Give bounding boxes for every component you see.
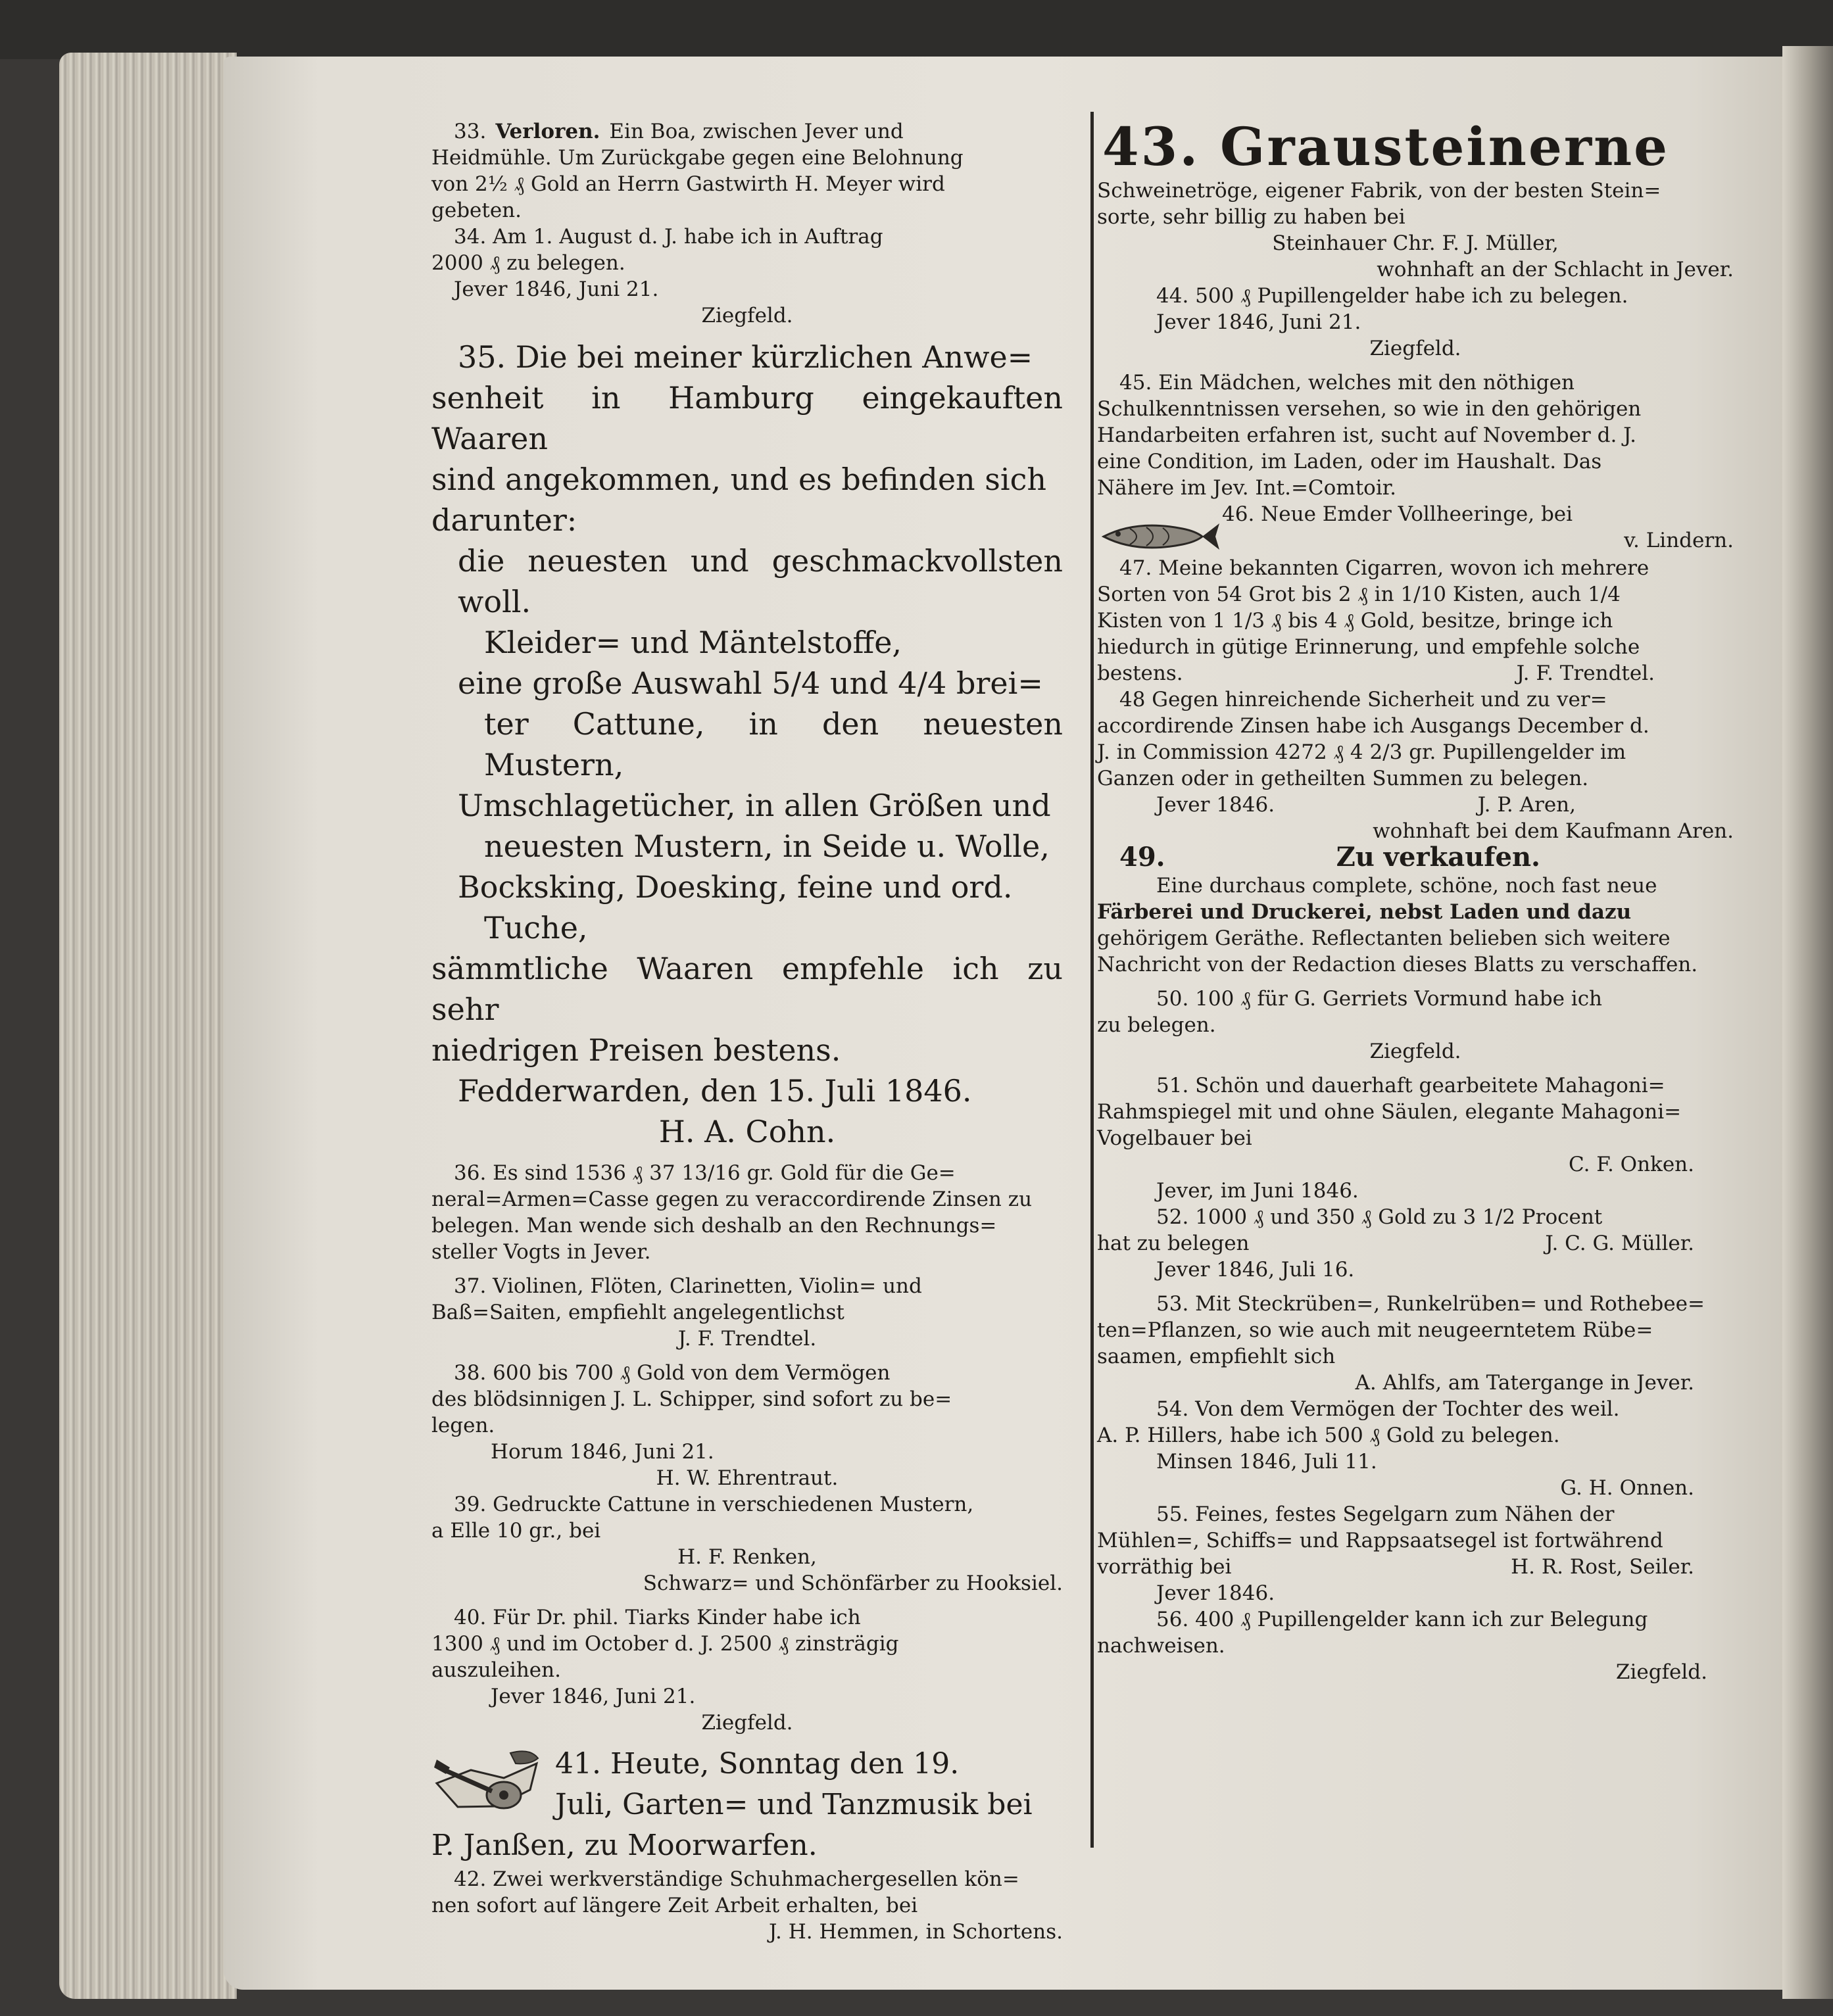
signature: Ziegfeld. [1615, 1660, 1707, 1684]
ad-text: nen sofort auf längere Zeit Arbeit erhalten, bei [431, 1894, 918, 1917]
ad-headline: 43. Grausteinerne [1102, 116, 1670, 178]
ad-text: des blödsinnigen J. L. Schipper, sind sofort zu be= [431, 1387, 952, 1411]
ad-text: hat zu belegen [1097, 1232, 1250, 1255]
place-date: Jever, im Juni 1846. [1156, 1179, 1359, 1203]
signature-subtitle: Schwarz= und Schönfärber zu Hooksiel. [643, 1572, 1063, 1595]
signature: H. A. Cohn. [658, 1114, 836, 1149]
place-date: Horum 1846, Juni 21. [491, 1440, 714, 1464]
signature: Ziegfeld. [701, 1711, 793, 1735]
ad-text: Ganzen oder in getheilten Summen zu belegen. [1097, 767, 1589, 790]
ad-text: 48 Gegen hinreichende Sicherheit und zu ver= [1119, 688, 1607, 711]
ad-42 [431, 1866, 1063, 1945]
ad-text: Färberei und Druckerei, nebst Laden und dazu [1097, 900, 1632, 924]
signature-subtitle: wohnhaft an der Schlacht in Jever. [1377, 258, 1734, 281]
ad-text: 40. Für Dr. phil. Tiarks Kinder habe ich [454, 1606, 861, 1629]
ad-text: sind angekommen, und es befinden sich [431, 462, 1047, 497]
ad-52 [1097, 1204, 1734, 1283]
ad-54 [1097, 1396, 1734, 1501]
ad-34 [431, 224, 1063, 329]
signature: Ziegfeld. [1369, 337, 1461, 360]
ad-text: 39. Gedruckte Cattune in verschiedenen Mustern, [454, 1493, 974, 1516]
ad-text: 54. Von dem Vermögen der Tochter des weil. [1156, 1397, 1620, 1421]
ad-text: gebeten. [431, 199, 522, 222]
ad-text: niedrigen Preisen bestens. [431, 1032, 841, 1068]
signature: J. C. G. Müller. [1545, 1232, 1694, 1255]
ad-text: 56. 400 ₰ Pupillengelder kann ich zur Belegung [1156, 1608, 1648, 1631]
ad-41 [431, 1744, 1063, 1866]
ad-text: Nachricht von der Redaction dieses Blatts zu verschaffen. [1097, 953, 1698, 976]
guitar-icon [431, 1744, 543, 1823]
ad-text: darunter: [431, 502, 577, 538]
ad-text: Ein Boa, zwischen Jever und [609, 120, 904, 143]
ad-46 [1097, 501, 1734, 554]
ad-text: ten=Pflanzen, so wie auch mit neugeerntetem Rübe= [1097, 1318, 1653, 1342]
fish-icon [1097, 518, 1222, 555]
ad-text: 51. Schön und dauerhaft gearbeitete Mahagoni= [1156, 1074, 1665, 1097]
ad-text: Schweinetröge, eigener Fabrik, von der besten Stein= [1097, 179, 1661, 203]
ad-text: 34. Am 1. August d. J. habe ich in Auftrag [454, 225, 883, 249]
signature: v. Lindern. [1624, 529, 1734, 552]
ad-text: steller Vogts in Jever. [431, 1240, 651, 1264]
ad-heading: Verloren. [495, 120, 600, 143]
place-date: Jever 1846. [1156, 793, 1275, 817]
book-cover-edge [0, 0, 1833, 59]
ad-text: Nähere im Jev. Int.=Comtoir. [1097, 476, 1396, 500]
ad-text: Eine durchaus complete, schöne, noch fast neue [1156, 874, 1657, 898]
right-column [1097, 118, 1734, 1685]
ad-text: eine große Auswahl 5/4 und 4/4 brei= [458, 665, 1043, 701]
ad-text: 53. Mit Steckrüben=, Runkelrüben= und Rothebee= [1156, 1292, 1705, 1316]
ad-text: 42. Zwei werkverständige Schuhmachergesellen kön= [454, 1867, 1019, 1891]
ad-text: neral=Armen=Casse gegen zu veraccordirende Zinsen zu [431, 1188, 1033, 1211]
ad-text: A. P. Hillers, habe ich 500 ₰ Gold zu belegen. [1097, 1424, 1560, 1447]
signature: Steinhauer Chr. F. J. Müller, [1272, 231, 1559, 255]
ad-text: Sorten von 54 Grot bis 2 ₰ in 1/10 Kisten, auch 1/4 [1097, 583, 1621, 606]
ad-text: Schulkenntnissen versehen, so wie in den gehörigen [1097, 397, 1642, 421]
page-stack-edge [59, 53, 237, 1999]
ad-text: 45. Ein Mädchen, welches mit den nöthigen [1119, 371, 1575, 395]
ad-text: 37. Violinen, Flöten, Clarinetten, Violin= und [454, 1274, 922, 1298]
ad-text: P. Janßen, zu Moorwarfen. [431, 1829, 818, 1862]
ad-text: 46. Neue Emder Vollheeringe, bei [1222, 502, 1573, 526]
ad-56 [1097, 1606, 1734, 1685]
signature: Ziegfeld. [701, 304, 793, 327]
ad-text: ter Cattune, in den neuesten Mustern, [484, 706, 1063, 782]
ad-50 [1097, 986, 1734, 1065]
ad-text: 50. 100 ₰ für G. Gerriets Vormund habe ich [1156, 987, 1603, 1011]
left-column [431, 118, 1063, 1945]
ad-47 [1097, 555, 1734, 686]
signature: A. Ahlfs, am Tatergange in Jever. [1355, 1371, 1694, 1395]
ad-text: die neuesten und geschmackvollsten woll. [458, 543, 1063, 619]
ad-text: Rahmspiegel mit und ohne Säulen, elegante Mahagoni= [1097, 1100, 1682, 1124]
ad-text: 1300 ₰ und im October d. J. 2500 ₰ zinsträgig [431, 1632, 899, 1656]
ad-text: 35. Die bei meiner kürzlichen Anwe= [458, 339, 1033, 375]
ad-text: belegen. Man wende sich deshalb an den Rechnungs= [431, 1214, 997, 1237]
signature: H. F. Renken, [677, 1545, 817, 1569]
ad-40 [431, 1604, 1063, 1736]
signature: J. P. Aren, [1477, 793, 1576, 817]
place-date: Minsen 1846, Juli 11. [1156, 1450, 1377, 1474]
ad-text: 41. Heute, Sonntag den 19. [555, 1747, 960, 1781]
ad-text: 52. 1000 ₰ und 350 ₰ Gold zu 3 1/2 Procent [1156, 1205, 1603, 1229]
signature: H. R. Rost, Seiler. [1511, 1555, 1694, 1579]
ad-text: senheit in Hamburg eingekauften Waaren [431, 380, 1063, 456]
column-rule [1090, 112, 1094, 1848]
ad-text: bestens. [1097, 661, 1183, 685]
ad-text: Tuche, [484, 910, 588, 946]
ad-heading: Zu verkaufen. [1336, 842, 1540, 873]
ad-text: eine Condition, im Laden, oder im Haushalt. Das [1097, 450, 1602, 473]
ad-text: von 2½ ₰ Gold an Herrn Gastwirth H. Meyer wird [431, 172, 945, 196]
ad-44 [1097, 283, 1734, 362]
place-date: Fedderwarden, den 15. Juli 1846. [458, 1073, 972, 1109]
ad-text: Juli, Garten= und Tanzmusik bei [555, 1788, 1033, 1821]
ad-text: J. in Commission 4272 ₰ 4 2/3 gr. Pupillengelder im [1097, 740, 1626, 764]
ad-48 [1097, 686, 1734, 844]
ad-37 [431, 1273, 1063, 1352]
ad-text: Kisten von 1 1/3 ₰ bis 4 ₰ Gold, besitze, bringe ich [1097, 609, 1613, 633]
ad-text: neuesten Mustern, in Seide u. Wolle, [484, 828, 1050, 864]
signature: C. F. Onken. [1568, 1153, 1694, 1176]
ad-number: 49. [1119, 842, 1165, 873]
ad-text: Bocksking, Doesking, feine und ord. [458, 869, 1013, 905]
ad-text: legen. [431, 1414, 495, 1437]
ad-text: vorräthig bei [1097, 1555, 1232, 1579]
ad-51 [1097, 1072, 1734, 1204]
place-date: Jever 1846. [1156, 1581, 1275, 1605]
ad-43 [1097, 118, 1734, 283]
ad-text: 38. 600 bis 700 ₰ Gold von dem Vermögen [454, 1361, 891, 1385]
place-date: Jever 1846, Juni 21. [491, 1685, 696, 1708]
signature: G. H. Onnen. [1560, 1476, 1694, 1500]
ad-text: 44. 500 ₰ Pupillengelder habe ich zu belegen. [1156, 284, 1628, 308]
ad-55 [1097, 1501, 1734, 1606]
ad-text: 36. Es sind 1536 ₰ 37 13/16 gr. Gold für die Ge= [454, 1161, 956, 1185]
ad-text: Umschlagetücher, in allen Größen und [458, 788, 1051, 823]
ad-33 [431, 118, 1063, 224]
ad-53 [1097, 1291, 1734, 1396]
ad-text: gehörigem Geräthe. Reflectanten belieben sich weitere [1097, 926, 1671, 950]
ad-text: Vogelbauer bei [1097, 1126, 1252, 1150]
ad-text: a Elle 10 gr., bei [431, 1519, 601, 1543]
ad-35 [431, 337, 1063, 1152]
place-date: Jever 1846, Juni 21. [454, 277, 659, 301]
place-date: Jever 1846, Juli 16. [1156, 1258, 1355, 1282]
ad-text: hiedurch in gütige Erinnerung, und empfehle solche [1097, 635, 1640, 659]
ad-text: zu belegen. [1097, 1013, 1216, 1037]
ad-text: sämmtliche Waaren empfehle ich zu sehr [431, 951, 1063, 1027]
ad-49 [1097, 844, 1734, 978]
ad-text: Handarbeiten erfahren ist, sucht auf November d. J. [1097, 423, 1637, 447]
signature: J. F. Trendtel. [1516, 661, 1655, 685]
ad-text: accordirende Zinsen habe ich Ausgangs December d. [1097, 714, 1650, 738]
ad-text: saamen, empfiehlt sich [1097, 1345, 1336, 1368]
ad-text: Baß=Saiten, empfiehlt angelegentlichst [431, 1301, 844, 1324]
ad-text: 47. Meine bekannten Cigarren, wovon ich mehrere [1119, 556, 1650, 580]
signature: J. H. Hemmen, in Schortens. [769, 1920, 1063, 1944]
signature: J. F. Trendtel. [677, 1327, 817, 1351]
ad-text: Heidmühle. Um Zurückgabe gegen eine Belohnung [431, 146, 964, 170]
ad-39 [431, 1491, 1063, 1596]
ad-text: Kleider= und Mäntelstoffe, [484, 625, 902, 660]
ad-number: 33. [454, 120, 487, 143]
ad-text: Mühlen=, Schiffs= und Rappsaatsegel ist fortwährend [1097, 1529, 1663, 1552]
ad-text: nachweisen. [1097, 1634, 1225, 1658]
ad-text: 55. Feines, festes Segelgarn zum Nähen der [1156, 1502, 1615, 1526]
signature: H. W. Ehrentraut. [656, 1466, 839, 1490]
ad-36 [431, 1160, 1063, 1265]
ad-text: 2000 ₰ zu belegen. [431, 251, 625, 275]
ad-45 [1097, 370, 1734, 501]
ad-38 [431, 1360, 1063, 1491]
ad-text: sorte, sehr billig zu haben bei [1097, 205, 1405, 229]
place-date: Jever 1846, Juni 21. [1156, 310, 1361, 334]
signature: Ziegfeld. [1369, 1040, 1461, 1063]
signature-subtitle: wohnhaft bei dem Kaufmann Aren. [1373, 819, 1734, 843]
ad-text: auszuleihen. [431, 1658, 561, 1682]
facing-page-edge [1782, 46, 1833, 1999]
